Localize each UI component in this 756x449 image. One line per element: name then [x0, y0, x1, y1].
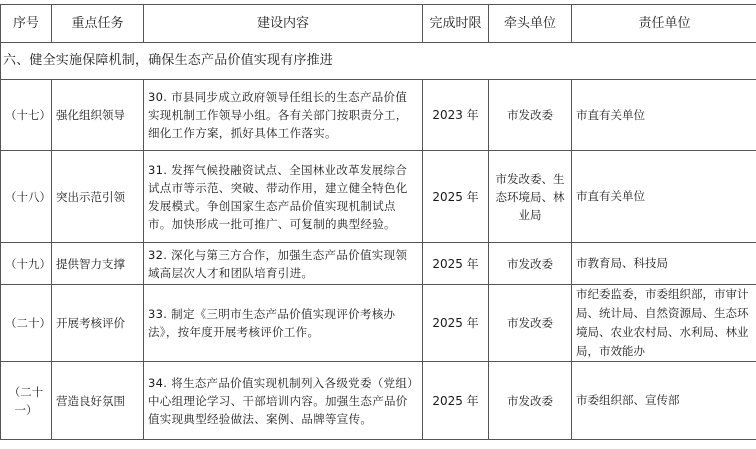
- row-content: 31. 发挥气候投融资试点、全国林业改革发展综合试点市等示范、突破、带动作用，建立健全特色化发展模式。争创国家生态产品价值实现机制试点市。加快形成一批可推广、可复制的典型经验。: [144, 151, 423, 243]
- section-row: [1, 43, 756, 80]
- task-table: [0, 4, 756, 440]
- row-resp: 市直有关单位: [572, 80, 756, 151]
- header-task: 重点任务: [52, 5, 144, 43]
- row-lead: 市发改委、生态环境局、林业局: [489, 151, 572, 243]
- row-lead: 市发改委: [489, 80, 572, 151]
- row-content: 33. 制定《三明市生态产品价值实现评价考核办法》，按年度开展考核评价工作。: [144, 285, 423, 362]
- table-row: [1, 80, 756, 151]
- header-resp: 责任单位: [572, 5, 756, 43]
- row-no: （二十）: [1, 285, 52, 362]
- section-title: 六、健全实施保障机制，确保生态产品价值实现有序推进: [1, 43, 756, 80]
- row-no: （二十一）: [1, 362, 52, 440]
- header-lead: 牵头单位: [489, 5, 572, 43]
- row-time: 2023 年: [423, 80, 489, 151]
- row-task: 强化组织领导: [52, 80, 144, 151]
- row-content: 34. 将生态产品价值实现机制列入各级党委（党组）中心组理论学习、干部培训内容。加强生态产品价值实现典型经验做法、案例、品牌等宣传。: [144, 362, 423, 440]
- row-no: （十七）: [1, 80, 52, 151]
- row-time: 2025 年: [423, 362, 489, 440]
- row-resp: 市教育局、科技局: [572, 243, 756, 285]
- row-task: 开展考核评价: [52, 285, 144, 362]
- table-row: [1, 362, 756, 440]
- row-time: 2025 年: [423, 285, 489, 362]
- row-lead: 市发改委: [489, 362, 572, 440]
- header-no: 序号: [1, 5, 52, 43]
- row-task: 提供智力支撑: [52, 243, 144, 285]
- row-content: 30. 市县同步成立政府领导任组长的生态产品价值实现机制工作领导小组。各有关部门按职责分工，细化工作方案，抓好具体工作落实。: [144, 80, 423, 151]
- table-row: [1, 243, 756, 285]
- table-row: [1, 151, 756, 243]
- row-task: 突出示范引领: [52, 151, 144, 243]
- row-resp: 市纪委监委，市委组织部，市审计局、统计局、自然资源局、生态环境局、农业农村局、水利局、林业局，市效能办: [572, 285, 756, 362]
- row-resp: 市委组织部、宣传部: [572, 362, 756, 440]
- header-content: 建设内容: [144, 5, 423, 43]
- row-task: 营造良好氛围: [52, 362, 144, 440]
- row-content: 32. 深化与第三方合作，加强生态产品价值实现领域高层次人才和团队培育引进。: [144, 243, 423, 285]
- header-row: [1, 5, 756, 43]
- row-lead: 市发改委: [489, 243, 572, 285]
- row-no: （十九）: [1, 243, 52, 285]
- row-no: （十八）: [1, 151, 52, 243]
- row-resp: 市直有关单位: [572, 151, 756, 243]
- row-time: 2025 年: [423, 243, 489, 285]
- row-time: 2025 年: [423, 151, 489, 243]
- header-time: 完成时限: [423, 5, 489, 43]
- row-lead: 市发改委: [489, 285, 572, 362]
- table-row: [1, 285, 756, 362]
